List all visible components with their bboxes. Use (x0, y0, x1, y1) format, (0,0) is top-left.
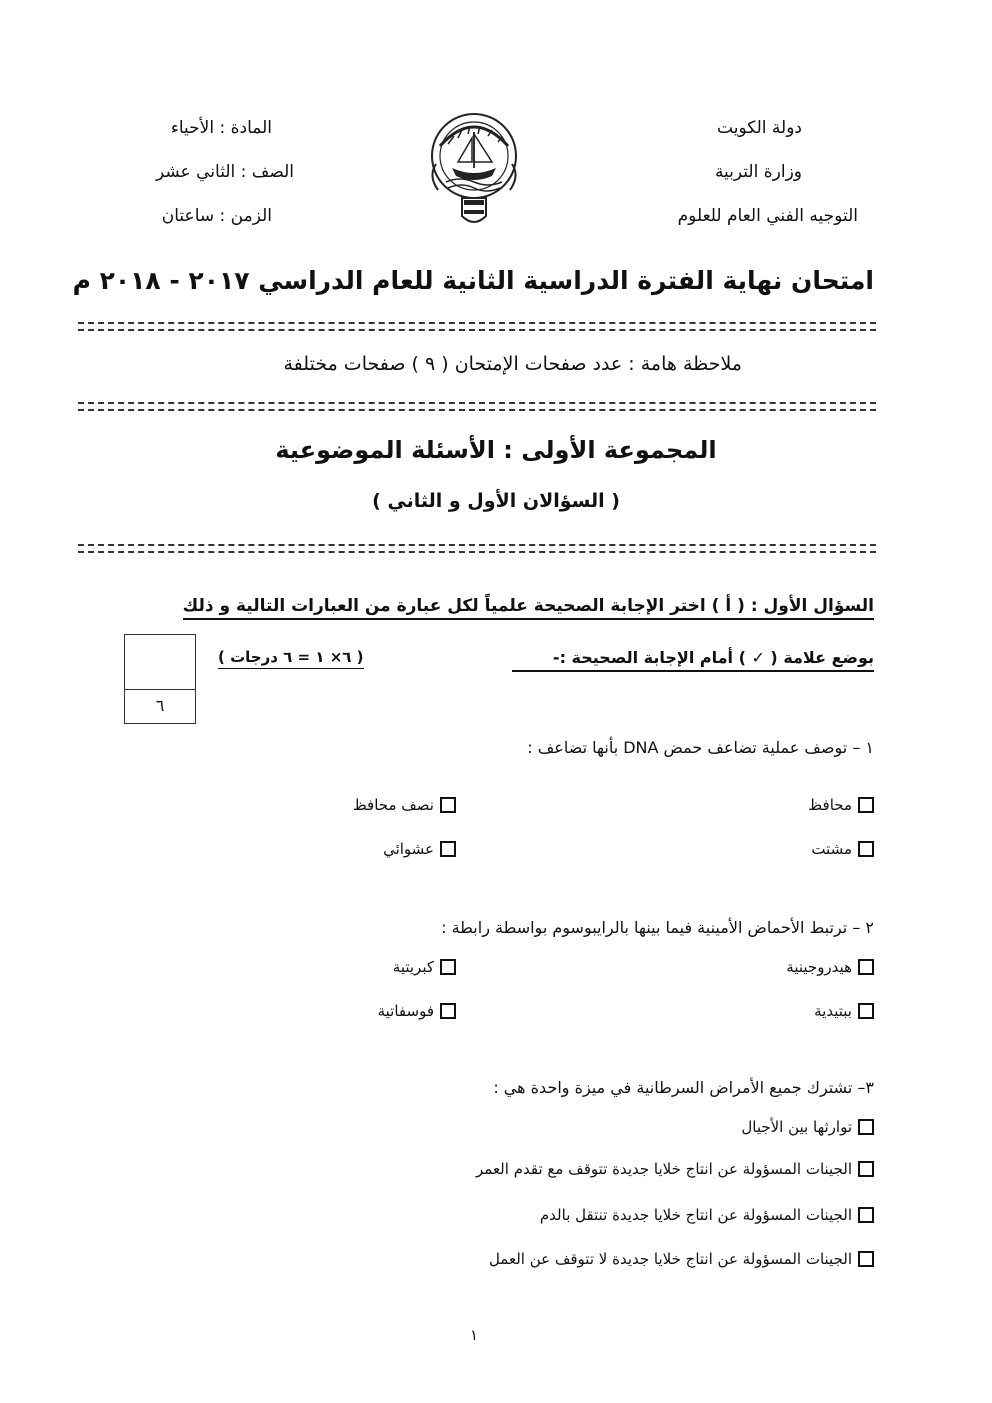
question-item-3: ٣– تشترك جميع الأمراض السرطانية في ميزة واحدة هي : (493, 1078, 874, 1097)
checkbox[interactable] (858, 841, 874, 857)
ministry-name: وزارة التربية (714, 162, 802, 182)
option-2d[interactable] (378, 1002, 456, 1020)
checkbox[interactable] (858, 1161, 874, 1177)
option-label: مشتت (811, 840, 852, 858)
checkbox[interactable] (440, 959, 456, 975)
separator-line (78, 551, 876, 553)
question-item-2: ٢ – ترتبط الأحماض الأمينية فيما بينها بالرايبوسوم بواسطة رابطة : (441, 918, 874, 937)
question-item-1: ١ – توصف عملية تضاعف حمض DNA بأنها تضاعف : (527, 738, 874, 757)
option-label: كبريتية (392, 958, 434, 976)
checkbox[interactable] (440, 1003, 456, 1019)
subject-label: المادة : الأحياء (170, 118, 272, 138)
option-label: هيدروجينية (786, 958, 852, 976)
option-2b[interactable] (393, 958, 456, 976)
grade-label: الصف : الثاني عشر (156, 162, 294, 182)
option-1b[interactable] (353, 796, 456, 814)
score-value: ٦ (155, 696, 165, 715)
checkbox[interactable] (858, 1207, 874, 1223)
option-2c[interactable] (814, 1002, 874, 1020)
checkbox[interactable] (858, 1003, 874, 1019)
checkbox[interactable] (858, 1251, 874, 1267)
option-label: الجينات المسؤولة عن انتاج خلايا جديدة تنتقل بالدم (539, 1206, 852, 1224)
group-subtitle: ( السؤالان الأول و الثاني ) (372, 490, 620, 512)
option-3c[interactable] (540, 1206, 874, 1224)
option-label: فوسفاتية (377, 1002, 434, 1020)
separator-line (78, 322, 876, 324)
option-label: الجينات المسؤولة عن انتاج خلايا جديدة لا تتوقف عن العمل (488, 1250, 852, 1268)
question1-instruction: بوضع علامة ( ✓ ) أمام الإجابة الصحيحة :- (512, 648, 874, 672)
question1-header (183, 596, 874, 620)
separator-line (78, 402, 876, 404)
separator-line (78, 544, 876, 546)
group-title: المجموعة الأولى : الأسئلة الموضوعية (275, 436, 717, 464)
option-1c[interactable] (811, 840, 874, 858)
option-label: عشوائي (383, 840, 434, 858)
option-3b[interactable] (476, 1160, 874, 1178)
time-label: الزمن : ساعتان (161, 206, 272, 226)
option-1a[interactable] (808, 796, 874, 814)
option-label: الجينات المسؤولة عن انتاج خلايا جديدة تتوقف مع تقدم العمر (476, 1160, 852, 1178)
separator-line (78, 329, 876, 331)
score-box (124, 634, 196, 724)
question1-part: ( أ ) اختر الإجابة الصحيحة علمياً لكل عبارة من العبارات التالية و ذلك (182, 596, 745, 616)
exam-title: امتحان نهاية الفترة الدراسية الثانية للعام الدراسي ٢٠١٧ - ٢٠١٨ م (72, 266, 874, 295)
separator-line (78, 409, 876, 411)
option-2a[interactable] (786, 958, 874, 976)
country-name: دولة الكويت (717, 118, 802, 138)
department-name: التوجيه الفني العام للعلوم (677, 206, 858, 226)
question1-label: السؤال الأول : (750, 596, 874, 616)
page-number: ١ (470, 1326, 479, 1344)
question1-marks: ( ٦× ١ = ٦ درجات ) (218, 648, 364, 669)
checkbox[interactable] (440, 841, 456, 857)
kuwait-emblem-icon (418, 106, 530, 230)
option-3d[interactable] (489, 1250, 874, 1268)
option-label: ببتيدية (814, 1002, 852, 1020)
option-label: توارثها بين الأجيال (741, 1118, 852, 1136)
option-label: نصف محافظ (352, 796, 434, 814)
option-3a[interactable] (741, 1118, 874, 1136)
important-note: ملاحظة هامة : عدد صفحات الإمتحان ( ٩ ) صفحات مختلفة (283, 353, 742, 375)
checkbox[interactable] (858, 797, 874, 813)
option-label: محافظ (808, 796, 852, 814)
option-1d[interactable] (383, 840, 456, 858)
checkbox[interactable] (440, 797, 456, 813)
checkbox[interactable] (858, 1119, 874, 1135)
checkbox[interactable] (858, 959, 874, 975)
